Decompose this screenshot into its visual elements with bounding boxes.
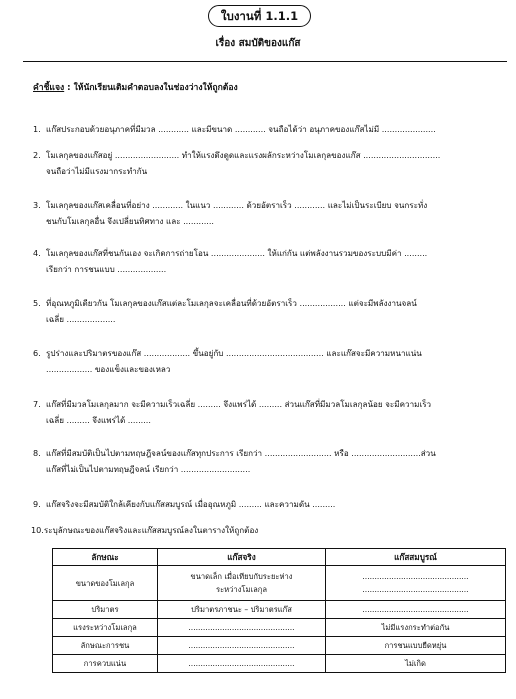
question-text: ระบุลักษณะของแก๊สจริงและแก๊สสมบูรณ์ลงในตารางให้ถูกต้อง xyxy=(43,525,259,535)
question-text: แก๊สที่มีสมบัติเป็นไปตามทฤษฎีจลน์ของแก๊สทุกประการ เรียกว่า .......................... หรือ ...........................ส่วน xyxy=(46,448,436,458)
cell-line: ............................................ xyxy=(362,585,469,594)
question-number: 3. xyxy=(33,200,41,210)
question-number: 6. xyxy=(33,348,41,358)
column-header-characteristic: ลักษณะ xyxy=(53,549,158,566)
cell-line: ............................................ xyxy=(362,572,469,581)
table-cell: การชนแบบยืดหยุ่น xyxy=(326,637,506,655)
header-divider xyxy=(23,61,507,62)
question-text-continued: .................. ของแข็งและของเหลว xyxy=(46,364,171,374)
question-10 xyxy=(31,522,501,538)
worksheet-title: ใบงานที่ 1.1.1 xyxy=(208,5,311,27)
table-cell: ............................................ xyxy=(326,601,506,619)
table-cell: ............................................ xyxy=(158,619,326,637)
cell-line: ขนาดเล็ก เมื่อเทียบกับระยะห่าง xyxy=(190,572,293,581)
table-row xyxy=(53,566,506,601)
question-number: 10. xyxy=(31,525,44,535)
question-number: 8. xyxy=(33,448,41,458)
table-cell: ปริมาตรภาชนะ – ปริมาตรแก๊ส xyxy=(158,601,326,619)
question-number: 4. xyxy=(33,248,41,258)
question-text-continued: เรียกว่า การชนแบบ ................... xyxy=(46,264,167,274)
table-cell: ............................................ xyxy=(158,655,326,673)
question-text-continued: เฉลี่ย ................... xyxy=(46,314,116,324)
question-text: โมเลกุลของแก๊สเคลื่อนที่อย่าง ............ ในแนว ............ ด้วยอัตราเร็ว ............ และไม่เป็นระเบียบ จนกระทั่ง xyxy=(46,200,428,210)
table-row xyxy=(53,619,506,637)
table-row xyxy=(53,601,506,619)
table-cell: ขนาดของโมเลกุล xyxy=(53,566,158,601)
question-text: โมเลกุลของแก๊สที่ชนกันเอง จะเกิดการถ่ายโอน ..................... ให้แก่กัน แต่พลังงานรวมของระบบมีค่า ......... xyxy=(46,248,428,258)
cell-line: ระหว่างโมเลกุล xyxy=(216,585,267,594)
question-number: 5. xyxy=(33,298,41,308)
question-6 xyxy=(33,345,503,377)
table-cell: ปริมาตร xyxy=(53,601,158,619)
question-2 xyxy=(33,147,503,179)
question-text: ที่อุณหภูมิเดียวกัน โมเลกุลของแก๊สแต่ละโมเลกุลจะเคลื่อนที่ด้วยอัตราเร็ว .................. แต่จะมีพลังงานจลน์ xyxy=(46,298,417,308)
table-cell: ............................................ xyxy=(158,637,326,655)
table-cell xyxy=(326,566,506,601)
question-text-continued: ชนกับโมเลกุลอื่น จึงเปลี่ยนทิศทาง และ ............ xyxy=(46,216,214,226)
instruction-label: คำชี้แจง xyxy=(33,83,65,93)
question-4 xyxy=(33,245,503,277)
question-9 xyxy=(33,496,503,512)
gas-comparison-table xyxy=(52,548,506,673)
column-header-real-gas: แก๊สจริง xyxy=(158,549,326,566)
question-3 xyxy=(33,197,503,229)
instruction-text: : ให้นักเรียนเติมคำตอบลงในช่องว่างให้ถูกต้อง xyxy=(64,83,238,93)
question-text-continued: เฉลี่ย ......... จึงแพร่ได้ ......... xyxy=(46,415,151,425)
question-text-continued: แก๊สที่ไม่เป็นไปตามทฤษฎีจลน์ เรียกว่า ........................... xyxy=(46,464,251,474)
table-cell: ไม่มีแรงกระทำต่อกัน xyxy=(326,619,506,637)
question-1 xyxy=(33,121,503,137)
table-header-row xyxy=(53,549,506,566)
question-7 xyxy=(33,396,503,428)
question-number: 7. xyxy=(33,399,41,409)
question-5 xyxy=(33,295,503,327)
instruction xyxy=(33,80,238,94)
question-number: 9. xyxy=(33,499,41,509)
question-number: 2. xyxy=(33,150,41,160)
question-text: แก๊สจริงจะมีสมบัติใกล้เคียงกับแก๊สสมบูรณ์ เมื่ออุณหภูมิ ......... และความดัน ......... xyxy=(46,499,336,509)
table-row xyxy=(53,637,506,655)
worksheet-subject: เรื่อง สมบัติของแก๊ส xyxy=(215,38,301,49)
question-8 xyxy=(33,445,503,477)
column-header-ideal-gas: แก๊สสมบูรณ์ xyxy=(326,549,506,566)
table-cell: การควบแน่น xyxy=(53,655,158,673)
question-text-continued: จนถือว่าไม่มีแรงมากระทำกัน xyxy=(46,166,148,176)
table-cell: แรงระหว่างโมเลกุล xyxy=(53,619,158,637)
table-cell: ลักษณะการชน xyxy=(53,637,158,655)
table-cell xyxy=(158,566,326,601)
question-text: รูปร่างและปริมาตรของแก๊ส .................. ขึ้นอยู่กับ ...................................... และแก๊สจะมีความหนาแน่น xyxy=(46,348,422,358)
question-number: 1. xyxy=(33,124,41,134)
question-text: แก๊สที่มีมวลโมเลกุลมาก จะมีความเร็วเฉลี่ย ......... จึงแพร่ได้ ......... ส่วนแก๊สที่มีมวลโมเลกุลน้อย จะมีความเร็ว xyxy=(46,399,432,409)
table-cell: ไม่เกิด xyxy=(326,655,506,673)
question-text: แก๊สประกอบด้วยอนุภาคที่มีมวล ............ และมีขนาด ............ จนถือได้ว่า อนุภาคของแก๊สไม่มี ..................... xyxy=(46,124,436,134)
table-row xyxy=(53,655,506,673)
question-text: โมเลกุลของแก๊สอยู่ ......................... ทำให้แรงดึงดูดและแรงผลักระหว่างโมเลกุลของแก๊ส .............................. xyxy=(46,150,441,160)
